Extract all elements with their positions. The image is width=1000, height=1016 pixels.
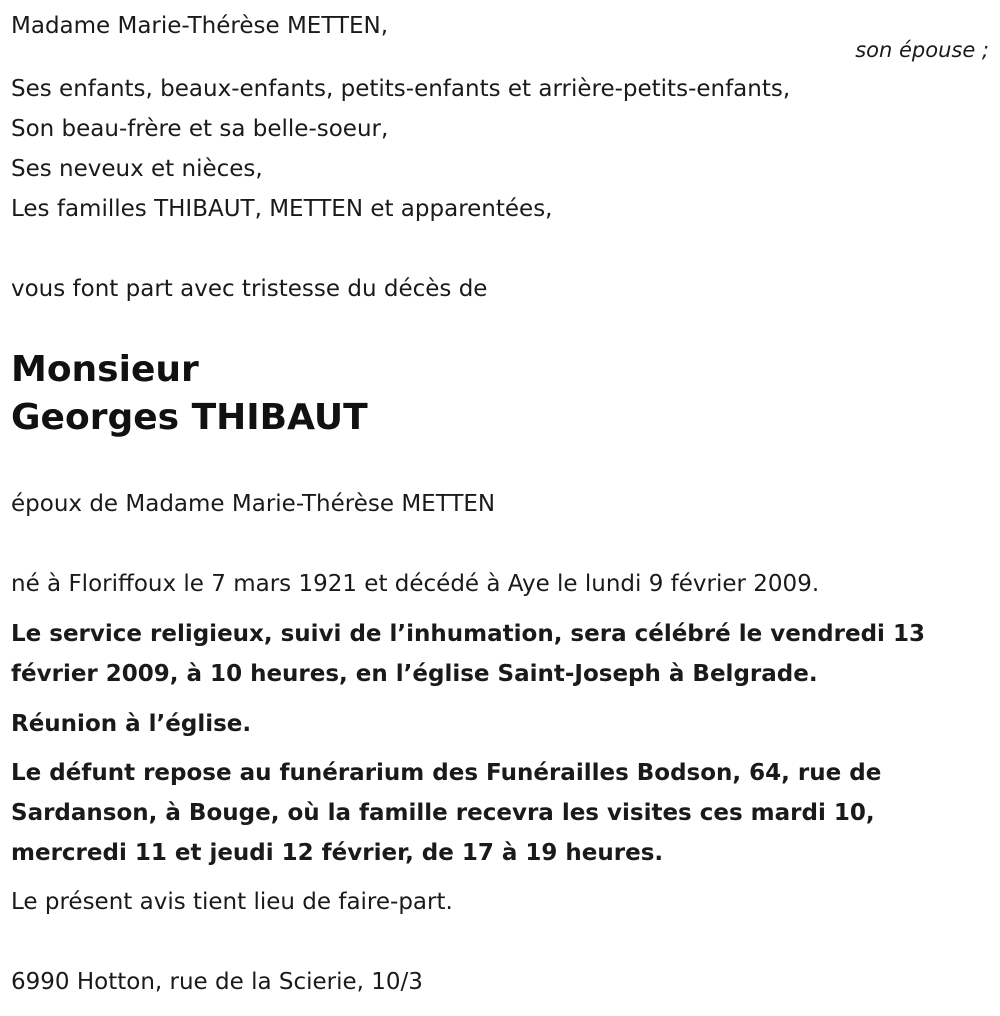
birth-death: né à Floriffoux le 7 mars 1921 et décédé à Aye le lundi 9 février 2009.	[11, 571, 820, 597]
announcement: vous font part avec tristesse du décès de	[11, 276, 488, 302]
funeral-home-line-3: mercredi 11 et jeudi 12 février, de 17 à 19 heures.	[11, 840, 664, 866]
family-line-children: Ses enfants, beaux-enfants, petits-enfants et arrière-petits-enfants,	[11, 76, 791, 102]
funeral-home-line-2: Sardanson, à Bouge, où la famille recevra les visites ces mardi 10,	[11, 800, 875, 826]
spouse-line: Madame Marie-Thérèse METTEN,	[11, 13, 389, 39]
funeral-home-line-1: Le défunt repose au funérarium des Funérailles Bodson, 64, rue de	[11, 760, 882, 786]
deceased-title: Monsieur	[11, 349, 199, 390]
deceased-name: Georges THIBAUT	[11, 397, 368, 438]
family-line-nephews: Ses neveux et nièces,	[11, 156, 263, 182]
closing: Le présent avis tient lieu de faire-part.	[11, 889, 453, 915]
meeting: Réunion à l’église.	[11, 711, 252, 737]
spouse-role: son épouse ;	[855, 38, 989, 62]
service-line-2: février 2009, à 10 heures, en l’église Saint-Joseph à Belgrade.	[11, 661, 818, 687]
family-line-in-laws: Son beau-frère et sa belle-soeur,	[11, 116, 389, 142]
service-line-1: Le service religieux, suivi de l’inhumation, sera célébré le vendredi 13	[11, 621, 925, 647]
address: 6990 Hotton, rue de la Scierie, 10/3	[11, 969, 423, 995]
spouse-of: époux de Madame Marie-Thérèse METTEN	[11, 491, 496, 517]
family-line-families: Les familles THIBAUT, METTEN et apparentées,	[11, 196, 553, 222]
